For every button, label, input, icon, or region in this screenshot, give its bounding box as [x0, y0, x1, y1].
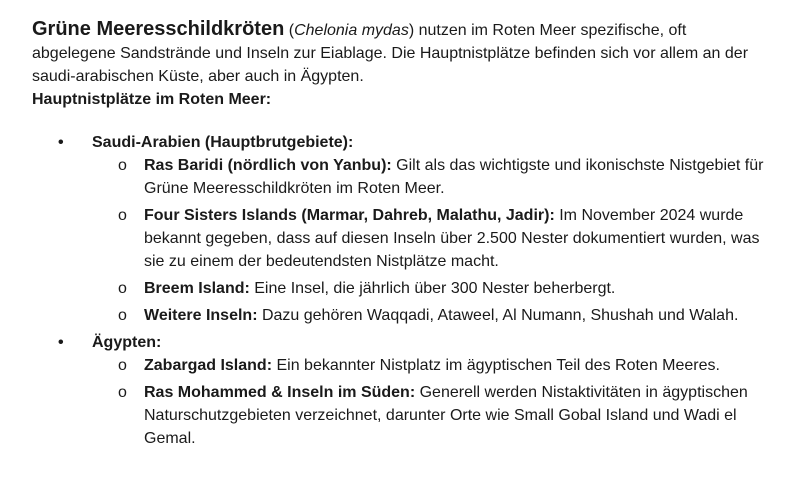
section-heading: Hauptnistplätze im Roten Meer: — [32, 91, 272, 108]
site-description: Dazu gehören Waqqadi, Ataweel, Al Numann, Shushah und Walah. — [257, 307, 739, 324]
site-name: Zabargad Island: — [144, 357, 273, 374]
site-item — [92, 277, 772, 300]
circle-bullet-icon: o — [118, 280, 127, 297]
region-label: Ägypten: — [92, 334, 162, 351]
intro-text: nutzen im Roten Meer spezifische, oft abgelegene Sandstrände und Inseln zur Eiablage. Die Hauptnistplätze befinden sich vor allem an der saudi-arabischen Küste, aber auch in Ägypten. — [32, 22, 749, 85]
site-item — [92, 154, 772, 200]
site-name: Ras Baridi (nördlich von Yanbu): — [144, 157, 392, 174]
circle-bullet-icon: o — [118, 357, 127, 374]
latin-close-paren: ) — [408, 22, 415, 39]
circle-bullet-icon: o — [118, 307, 127, 324]
circle-bullet-icon: o — [118, 384, 127, 401]
site-list — [92, 354, 772, 450]
site-list — [92, 154, 772, 327]
site-name: Four Sisters Islands (Marmar, Dahreb, Malathu, Jadir): — [144, 207, 555, 224]
region-item-egypt — [32, 331, 772, 450]
region-label: Saudi-Arabien (Hauptbrutgebiete): — [92, 134, 354, 151]
site-description: Eine Insel, die jährlich über 300 Nester beherbergt. — [249, 280, 616, 297]
circle-bullet-icon: o — [118, 207, 127, 224]
site-item — [92, 204, 772, 273]
site-description: Im November 2024 wurde bekannt gegeben, dass auf diesen Inseln über 2.500 Nester dokumentiert wurden, was sie zu einem der bedeutendsten Nistplätze macht. — [144, 207, 760, 270]
site-item — [92, 354, 772, 377]
document-body — [32, 18, 772, 454]
site-description: Ein bekannter Nistplatz im ägyptischen Teil des Roten Meeres. — [272, 357, 720, 374]
bullet-dot-icon: • — [58, 334, 64, 351]
latin-name: Chelonia mydas — [294, 22, 409, 39]
site-description: Generell werden Nistaktivitäten in ägyptischen Naturschutzgebieten verzeichnet, darunter Orte wie Small Gobal Island und Wadi el Gemal. — [144, 384, 748, 447]
site-description: Gilt als das wichtigste und ikonischste Nistgebiet für Grüne Meeresschildkröten im Roten Meer. — [144, 157, 764, 197]
circle-bullet-icon: o — [118, 157, 127, 174]
region-list — [32, 131, 772, 450]
site-item — [92, 304, 772, 327]
bullet-dot-icon: • — [58, 134, 64, 151]
latin-open-paren: ( — [288, 22, 295, 39]
site-name: Weitere Inseln: — [144, 307, 258, 324]
site-name: Ras Mohammed & Inseln im Süden: — [144, 384, 416, 401]
intro-title: Grüne Meeresschildkröten — [32, 18, 285, 40]
intro-paragraph — [32, 18, 772, 88]
site-name: Breem Island: — [144, 280, 250, 297]
site-item — [92, 381, 772, 450]
region-item-saudi-arabia — [32, 131, 772, 327]
